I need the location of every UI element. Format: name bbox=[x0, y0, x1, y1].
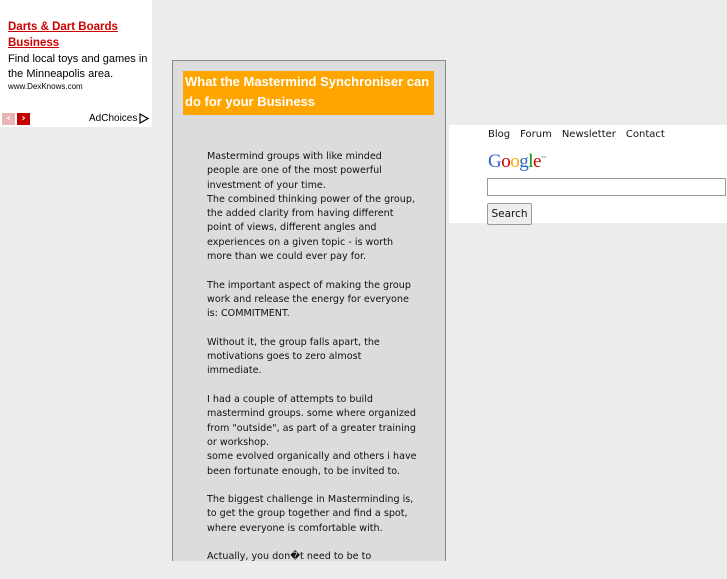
nav-link-forum[interactable]: Forum bbox=[520, 129, 552, 140]
search-button[interactable]: Search bbox=[487, 203, 532, 225]
article-paragraph: I had a couple of attempts to build mastermind groups. some where organized from "outside", as part of a greater training or workshop. some evolved organically and others i have been fortunate enough, to be invited to. bbox=[207, 394, 417, 477]
nav-link-newsletter[interactable]: Newsletter bbox=[561, 129, 616, 140]
article-paragraph: Without it, the group falls apart, the motivations goes to zero almost immediate. bbox=[207, 336, 380, 377]
article-paragraph: Actually, you don�t need to be to bbox=[207, 551, 372, 563]
ad-block bbox=[0, 0, 152, 127]
article-paragraph: Mastermind groups with like minded people are one of the most powerful investment of your time. The combined thinking power of the group, the added clarity from having different point of views, different angles and experiences on a given topic - is worth more than we could ever pay for. bbox=[207, 151, 415, 263]
article-paragraph: The important aspect of making the group work and release the energy for everyone is: COMMITMENT. bbox=[207, 279, 411, 320]
ad-title-link[interactable]: Darts & Dart Boards Business bbox=[8, 21, 118, 49]
top-nav bbox=[488, 129, 665, 140]
logo-trademark: ™ bbox=[540, 156, 546, 162]
chevron-left-icon[interactable]: ‹ bbox=[2, 113, 15, 125]
play-triangle-icon bbox=[139, 113, 149, 124]
adchoices-link[interactable] bbox=[89, 113, 149, 124]
google-logo: Google™ bbox=[488, 151, 546, 172]
nav-link-blog[interactable]: Blog bbox=[488, 129, 511, 140]
chevron-right-icon[interactable]: › bbox=[17, 113, 30, 125]
article-paragraph: The biggest challenge in Masterminding is, to get the group together and find a spot, where everyone is comfortable with. bbox=[207, 494, 414, 534]
sidebar-panel bbox=[449, 125, 727, 223]
ad-url[interactable]: www.DexKnows.com bbox=[8, 82, 83, 91]
ad-description: Find local toys and games in the Minneapolis area. bbox=[8, 53, 148, 80]
adchoices-label: AdChoices bbox=[89, 113, 138, 124]
search-input[interactable] bbox=[487, 178, 726, 196]
article-body bbox=[207, 150, 417, 579]
nav-link-contact[interactable]: Contact bbox=[625, 129, 665, 140]
article-title: What the Mastermind Synchroniser can do for your Business bbox=[183, 71, 434, 115]
main-article bbox=[172, 60, 446, 561]
